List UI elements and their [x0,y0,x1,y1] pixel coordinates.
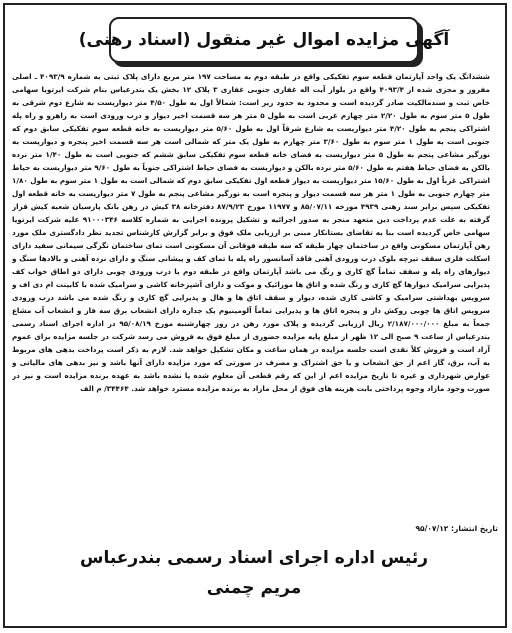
title-box [78,17,450,63]
notice-body [12,70,490,518]
publication-date: تاریخ انتشار: ۹۵/۰۷/۱۲ [415,524,498,533]
signatory-title: رئیس اداره اجرای اسناد رسمی بندرعباس [79,548,428,568]
signatory-name: مریم چمنی [206,578,302,598]
notice-title: آگهی مزایده اموال غیر منقول (اسناد رهنی) [78,30,450,50]
notice-body-paragraph: ششدانگ یک واحد آپارتمان قطعه سوم تفکیکی واقع در طبقه دوم به مساحت ۱۹۷ متر مربع دارای پلاک ثبتی به شماره ۴۰۹۳/۹ ـ اصلی مفروز و مجزی شده از ۴۰۹۳/۴ واقع در بلوار آیت اله غفاری جنوبی غفاری ۳ پلاک ۱۲ بخش یک بندرعباس بنام شرکت ایرتویا سهامی خاص ثبت و سندمالکیت صادر گردیده است و محدود به حدود زیر است: شمالاً اول به طول ۴/۵۰ متر دیواریست به شارع دوم شرقی به طول ۵ متر سوم به طول ۲/۲۰ متر چهارم غربی است به طول ۵ متر هر سه قسمت اخیر دیوار و درب ورودی است به راهرو و راه پله اشتراکی پنجم به طول ۴/۲۰ متر دیواریست به شارع شرقاً اول به طول ۵/۶۰ متر دیواریست به خانه قطعه سوم تفکیکی سابق دوم که جنوبی است به طول ۱ متر سوم به طول ۳/۶۰ متر چهارم به طول یک متر که شمالی است هر سه قسمت اخیر پنجره و دیواریست به نورگیر مشاعی پنجم به طول ۵ متر دیواریست به فضای خانه قطعه سوم تفکیکی سابق ششم که جنوبی است به طول ۱/۴۰ متر نرده بالکن به فضای حیاط هفتم به طول ۵/۶۰ متر نرده بالکن و دیواریست به فضای حیاط اشتراکی جنوباً به طول ۹/۶۰ متر دیواریست به حیاط اشتراکی غرباً اول به طول ۱۵/۶۰ متر دیواریست به دیوار قطعه اول تفکیکی سابق دوم که شمالی است به طول ۱ متر سوم به طول ۱/۸۰ متر چهارم جنوبی به طول ۱ متر هر سه قسمت دیوار و پنجره است به نورگیر مشاعی پنجم به طول ۷ متر دیواریست به خانه قطعه اول تفکیکی سپس برابر سند رهنی ۴۹۳۹ مورخه ۸۵/۰۷/۱۱ و ۱۱۹۷۷ مورخ ۸۷/۹/۲۳ دفترخانه ۳۸ کیش در رهن بانک پارسیان شعبه کیش قرار گرفته به علت عدم پرداخت دین متعهد منجر به صدور اجرائیه و تشکیل پرونده اجرایی به شماره کلاسه ۹۱۰۰۰۳۴۶ علیه شرکت ایرتویا سهامی خاص گردیده است بنا به تقاضای بستانکار مبنی بر ارزیابی ملک فوق و برابر گزارش کارشناس تجدید نظر دادگستری ملک مورد رهن آپارتمان مسکونی واقع در ساختمان چهار طبقه که سه طبقه فوقانی آن مسکونی است تمای ساختمان نگرگی سیمانی سفید دارای اسکلت فلزی سقف تیرچه بلوک درب ورودی آهنی فاقد آسانسور راه پله با تمای کف و پیشانی سنگ و دارای نرده آهنی و بالادها سنگ و دیوارهای راه پله و سقف تماماً گچ کاری و رنگ می باشد آپارتمان واقع در طبقه دوم با درب ورودی چوبی دارای دو اطاق خواب کف پذیرایی سرامیک دیوارها گچ کاری و رنگ شده و اتاق ها موزائیک و موکت و دارای آشپزخانه کاشی و سرامیک شده با کابینت ام دی اف و سرویس بهداشتی سرامیک و کاشی کاری شده، دیوار و سقف اتاق ها و هال و پذیرایی گچ کاری و رنگ شده می باشد درب ورودی سرویس اتاق ها چوبی روکش دار و پنجره اتاق ها و پذیرایی تماماً آلومینیوم یک جداره دارای انشعاب برق سه فاز و انشعاب آب مشاع جمعاً به مبلغ ۲/۱۸۷/۰۰۰/۰۰۰ ریال ارزیابی گردیده و پلاک مورد رهن در روز چهارشنبه مورخ ۹۵/۰۸/۱۹ در اداره اجرای اسناد رسمی بندرعباس از ساعت ۹ صبح الی ۱۲ ظهر از مبلغ پایه مزایده حضوری از مبلغ فوق به فروش می رسد شرکت در جلسه مزایده برای عموم آزاد است و فروش کلاً نقدی است جلسه مزایده در همان ساعت و مکان تشکیل خواهد شد. لازم به ذکر است پرداخت بدهی های مربوط به آب، برق، گاز اعم از حق انشعاب و یا حق اشتراک و مصرف در صورتی که مورد مزایده دارای آنها باشد و نیز بدهی های مالیاتی و عوارض شهرداری و غیره تا تاریخ مزایده اعم از این که رقم قطعی آن معلوم شده یا نشده باشد به عهده برنده مزایده است و نیز در صورت وجود مازاد وجوه پرداختی بابت هزینه های فوق از محل مازاد به برنده مزایده مسترد خواهد شد. ۳۴۴۶۴/ م الف [12,72,490,393]
